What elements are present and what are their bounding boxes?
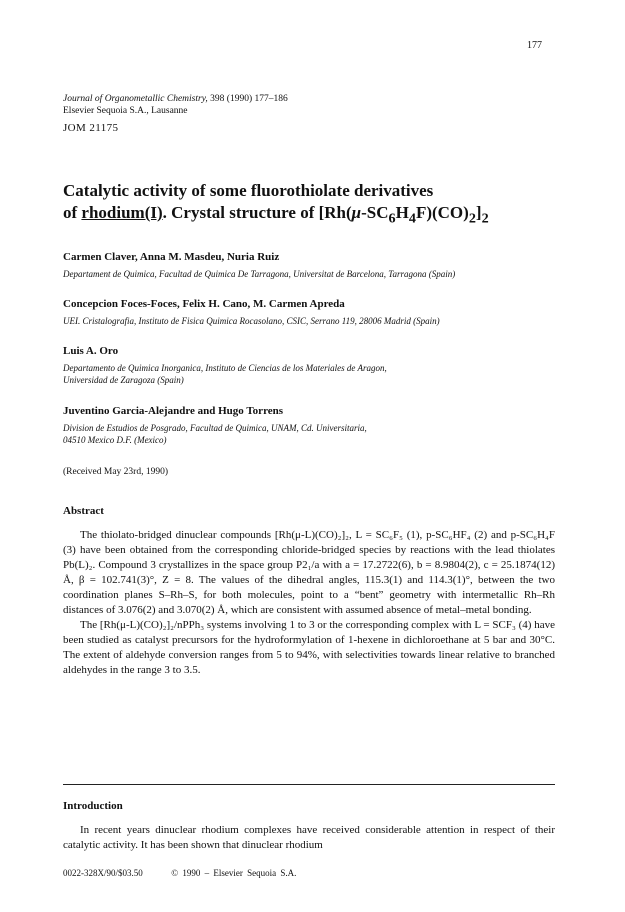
introduction-heading: Introduction [63, 800, 123, 812]
affiliation-2: UEI. Cristalografia, Instituto de Fisica Quimica Rocasolano, CSIC, Serrano 119, 28006 Madrid (Spain) [63, 316, 440, 326]
author-group-2: Concepcion Foces-Foces, Felix H. Cano, M. Carmen Apreda [63, 298, 345, 310]
abstract-paragraph-1: The thiolato-bridged dinuclear compounds [Rh(μ-L)(CO)₂]₂, L = SC₆F₅ (1), p-SC₆HF₄ (2) and p-SC₆H₄F (3) have been obtained from the corresponding chloride-bridged species by reactions with the lead thiolates Pb(L)₂. Compound 3 crystallizes in the space group P2₁/a with a = 17.2722(6), b = 8.9804(2), c = 25.1874(12) Å, β = 102.741(3)°, Z = 8. The values of the dihedral angles, 115.3(1) and 114.3(1)°, between the two coordination planes S–Rh–S, for both molecules, point to a “bent” geometry with intermetallic Rh–Rh distances of 3.076(2) and 3.070(2) Å, which are consistent with assumed absence of metal–metal bonding. [63, 529, 555, 616]
affiliation-4: Division de Estudios de Posgrado, Facultad de Quimica, UNAM, Cd. Universitaria, 04510 Mexico D.F. (Mexico) [63, 423, 367, 445]
abstract-paragraph-2: The [Rh(μ-L)(CO)₂]₂/nPPh₃ systems involving 1 to 3 or the corresponding complex with L = SCF₃ (4) have been studied as catalyst precursors for the hydroformylation of 1-hexene in dichloroethane at 5 bar and 30°C. The extent of aldehyde conversion ranges from 5 to 94%, with selectivities towards linear relative to branched aldehydes in the range 3 to 3.5. [63, 619, 555, 676]
copyright: © 1990 – Elsevier Sequoia S.A. [171, 868, 297, 878]
jom-number: JOM 21175 [63, 122, 119, 134]
abstract-body [63, 528, 555, 678]
introduction-body [63, 823, 555, 853]
introduction-paragraph-1: In recent years dinuclear rhodium complexes have received considerable attention in respect of their catalytic activity. It has been shown that dinuclear rhodium [63, 824, 555, 851]
section-divider [63, 784, 555, 785]
title-line-1: Catalytic activity of some fluorothiolate derivatives [63, 181, 434, 200]
journal-citation [63, 93, 483, 117]
paper-title [63, 180, 583, 229]
abstract-heading: Abstract [63, 505, 104, 517]
footer [63, 868, 296, 878]
affiliation-1: Departament de Quimica, Facultad de Quimica De Tarragona, Universitat de Barcelona, Tarragona (Spain) [63, 269, 456, 279]
journal-name: Journal of Organometallic Chemistry, [63, 94, 208, 104]
received-date: (Received May 23rd, 1990) [63, 467, 168, 477]
author-group-3: Luis A. Oro [63, 345, 119, 357]
journal-volume-pages: 398 (1990) 177–186 [207, 94, 288, 104]
publisher: Elsevier Sequoia S.A., Lausanne [63, 106, 188, 116]
title-line-2: of rhodium(I). Crystal structure of $[Rh(\mu-SC_6H_4F)(CO)_2]_2$ [63, 203, 489, 227]
issn-code: 0022-328X/90/$03.50 [63, 868, 143, 878]
author-group-1: Carmen Claver, Anna M. Masdeu, Nuria Ruiz [63, 251, 280, 263]
author-group-4: Juventino Garcia-Alejandre and Hugo Torrens [63, 405, 284, 417]
page-number: 177 [527, 40, 542, 51]
affiliation-3: Departamento de Quimica Inorganica, Instituto de Ciencias de los Materiales de Aragon, Universidad de Zaragoza (Spain) [63, 363, 387, 385]
